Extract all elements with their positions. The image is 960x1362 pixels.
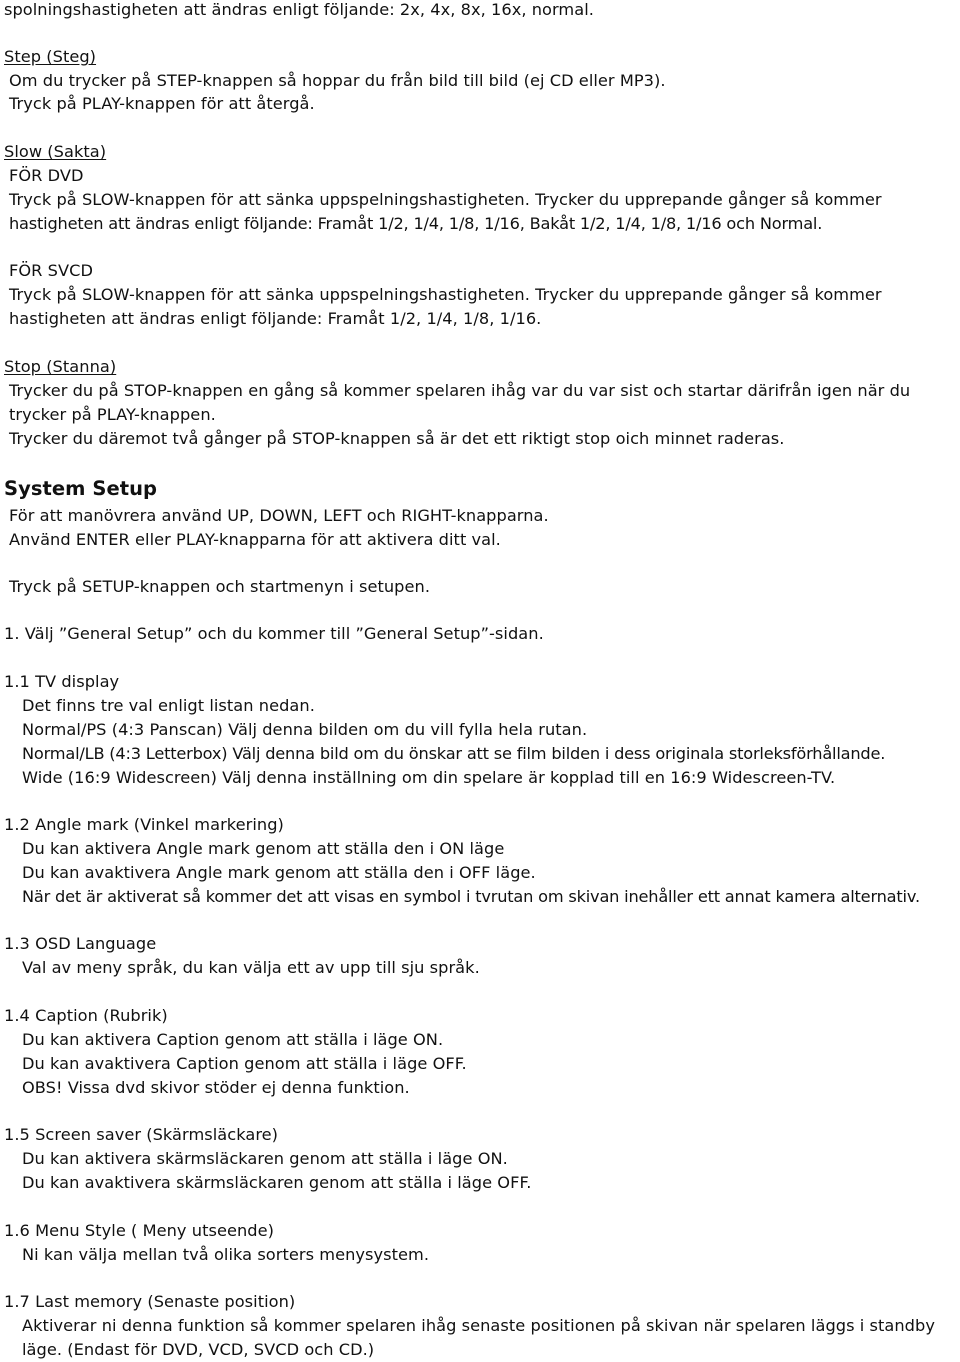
section-line: Du kan aktivera skärmsläckaren genom att ställa i läge ON. (22, 1149, 508, 1168)
slow-heading: Slow (Sakta) (4, 142, 107, 161)
section-title-1-3: 1.3 OSD Language (4, 934, 157, 953)
slow-dvd-label: FÖR DVD (9, 166, 84, 185)
section-line: Normal/LB (4:3 Letterbox) Välj denna bild om du önskar att se film bilden i dess originala storleksförhållande. (22, 744, 886, 763)
slow-svcd-line-2: hastigheten att ändras enligt följande: Framåt 1/2, 1/4, 1/8, 1/16. (9, 309, 542, 328)
system-setup-line-1: För att manövrera använd UP, DOWN, LEFT och RIGHT-knapparna. (9, 506, 549, 525)
stop-heading: Stop (Stanna) (4, 357, 117, 376)
step-line-1: Om du trycker på STEP-knappen så hoppar du från bild till bild (ej CD eller MP3). (9, 71, 666, 90)
section-title-1-4: 1.4 Caption (Rubrik) (4, 1006, 168, 1025)
section-line: Val av meny språk, du kan välja ett av upp till sju språk. (22, 958, 480, 977)
stop-line-1: Trycker du på STOP-knappen en gång så kommer spelaren ihåg var du var sist och startar därifrån igen när du (9, 381, 911, 400)
general-setup-line: 1. Välj ”General Setup” och du kommer till ”General Setup”-sidan. (4, 624, 544, 643)
section-line: Du kan aktivera Angle mark genom att ställa den i ON läge (22, 839, 505, 858)
setup-menu-line: Tryck på SETUP-knappen och startmenyn i setupen. (9, 577, 431, 596)
section-line: OBS! Vissa dvd skivor stöder ej denna funktion. (22, 1078, 410, 1097)
section-title-1-7: 1.7 Last memory (Senaste position) (4, 1292, 296, 1311)
section-title-1-5: 1.5 Screen saver (Skärmsläckare) (4, 1125, 279, 1144)
stop-line-3: Trycker du däremot två gånger på STOP-knappen så är det ett riktigt stop oich minnet raderas. (9, 429, 785, 448)
system-setup-line-2: Använd ENTER eller PLAY-knapparna för att aktivera ditt val. (9, 530, 501, 549)
section-title-1-2: 1.2 Angle mark (Vinkel markering) (4, 815, 284, 834)
section-line: Normal/PS (4:3 Panscan) Välj denna bilden om du vill fylla hela rutan. (22, 720, 588, 739)
stop-line-2: trycker på PLAY-knappen. (9, 405, 216, 424)
section-line: Ni kan välja mellan två olika sorters menysystem. (22, 1245, 430, 1264)
slow-dvd-line-2: hastigheten att ändras enligt följande: Framåt 1/2, 1/4, 1/8, 1/16, Bakåt 1/2, 1/4, 1/8, 1/16 och Normal. (9, 214, 823, 233)
system-setup-heading: System Setup (4, 477, 158, 500)
step-heading: Step (Steg) (4, 47, 97, 66)
section-line: läge. (Endast för DVD, VCD, SVCD och CD.) (22, 1340, 375, 1359)
slow-dvd-line-1: Tryck på SLOW-knappen för att sänka uppspelningshastigheten. Trycker du upprepande gånger så kommer (9, 190, 882, 209)
section-line: Du kan avaktivera Angle mark genom att ställa den i OFF läge. (22, 863, 536, 882)
slow-svcd-label: FÖR SVCD (9, 261, 93, 280)
section-line: Du kan aktivera Caption genom att ställa i läge ON. (22, 1030, 444, 1049)
section-title-1-1: 1.1 TV display (4, 672, 120, 691)
section-title-1-6: 1.6 Menu Style ( Meny utseende) (4, 1221, 274, 1240)
slow-svcd-line-1: Tryck på SLOW-knappen för att sänka uppspelningshastigheten. Trycker du upprepande gånger så kommer (9, 285, 882, 304)
section-line: När det är aktiverat så kommer det att visas en symbol i tvrutan om skivan inehåller ett annat kamera alternativ. (22, 887, 920, 906)
section-line: Du kan avaktivera Caption genom att ställa i läge OFF. (22, 1054, 467, 1073)
section-line: Wide (16:9 Widescreen) Välj denna inställning om din spelare är kopplad till en 16:9 Widescreen-TV. (22, 768, 836, 787)
step-line-2: Tryck på PLAY-knappen för att återgå. (9, 94, 315, 113)
section-line: Det finns tre val enligt listan nedan. (22, 696, 315, 715)
intro-text: spolningshastigheten att ändras enligt följande: 2x, 4x, 8x, 16x, normal. (4, 0, 594, 19)
section-line: Aktiverar ni denna funktion så kommer spelaren ihåg senaste positionen på skivan när spelaren läggs i standby (22, 1316, 935, 1335)
section-line: Du kan avaktivera skärmsläckaren genom att ställa i läge OFF. (22, 1173, 532, 1192)
